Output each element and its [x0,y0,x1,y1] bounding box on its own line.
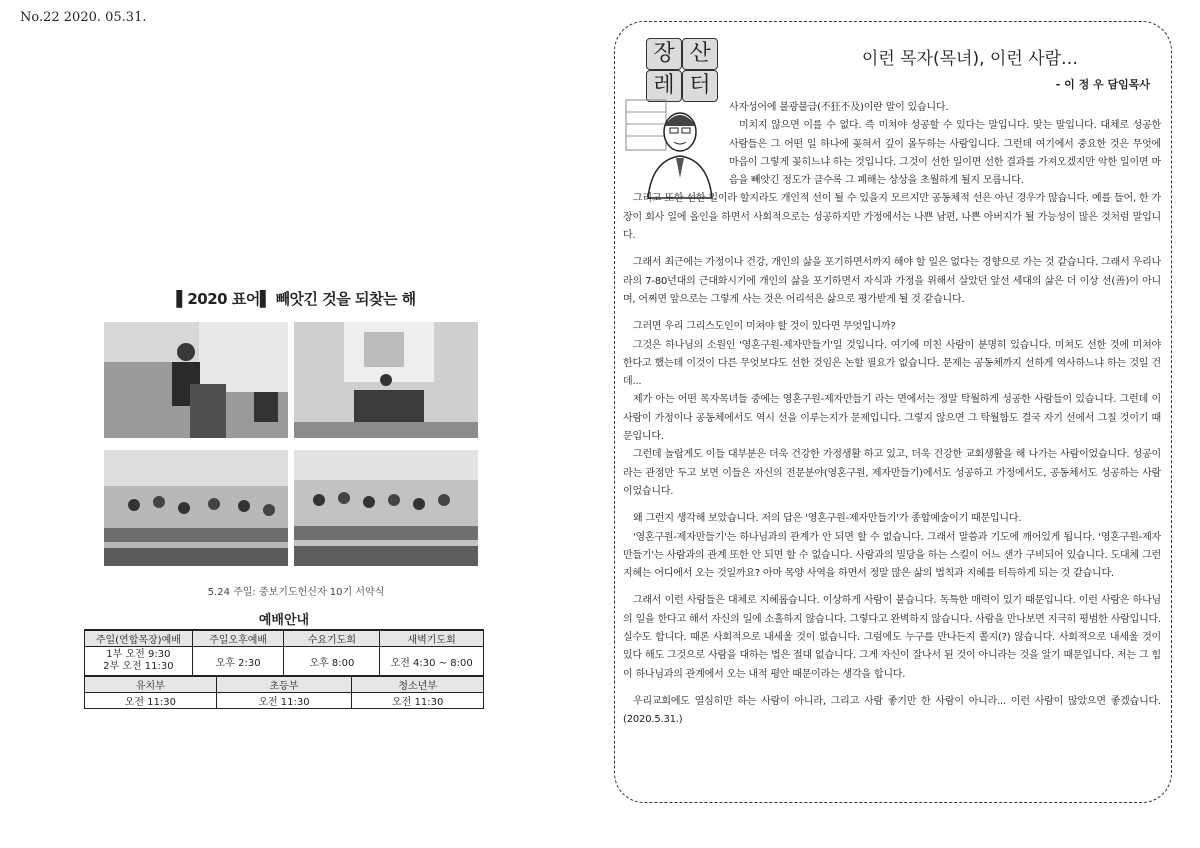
department-table [84,676,484,709]
letter-body [623,99,1161,730]
header-youth: 청소년부 [352,677,484,693]
paragraph-1: 사자성어에 불광불급(不狂不及)이란 말이 있습니다. [729,102,949,113]
worship-schedule [84,609,484,709]
paragraph-4: 그래서 최근에는 가정이나 건강, 개인의 삶을 포기하면서까지 해야 할 일은 없다는 경향으로 가는 것 같습니다. 그래서 우리나라의 7-80년대의 근대화시기에 개인의 삶을 포기하면서 자식과 가정을 위해서 살았던 앞선 세대의 삶은 더 이상 선(善)이 아니며, 어쩌면 앞으로는 그렇게 사는 것은 어리석은 삶으로 평가받게 될 것 같습니다. [623,257,1161,305]
header-sunday-afternoon: 주일오후예배 [192,631,284,647]
dawn-time: 오전 4:30 ~ 8:00 [380,647,484,676]
youth-time: 오전 11:30 [352,693,484,709]
header-sunday-service: 주일(연합목장)예배 [85,631,193,647]
header-kindergarten: 유치부 [85,677,217,693]
paragraph-10: '영혼구원-제자만들기'는 하나님과의 관계가 안 되면 할 수 없습니다. 그래서 말씀과 기도에 깨어있게 됩니다. '영혼구원-제자만들기'는 사람과의 관계 또한 안 되면 할 수 없습니다. 사람과의 밀당을 하는 스킬이 어느 샌가 구비되어 있습니다. 도대체 그런 지혜는 어디에서 오는 것일까요? 아마 목양 사역을 하면서 정말 많은 삶의 법칙과 지혜를 터득하게 되는 것 같습니다. [623,531,1161,580]
kindergarten-time: 오전 11:30 [85,693,217,709]
paragraph-6: 그것은 하나님의 소원인 '영혼구원-제자만들기'일 것입니다. 여기에 미친 사람이 분명히 있습니다. 미쳐도 선한 것에 미쳐야 한다고 했는데 이것이 다른 무엇보다도 선한 것임은 논할 필요가 없습니다. 문제는 공동체까지 선하게 역사하느냐 하는 것일 건데... [623,339,1161,388]
paragraph-2: 미치지 않으면 이를 수 없다. 즉 미쳐야 성공할 수 있다는 말입니다. 맞는 말입니다. 대체로 성공한 사람들은 그 어떤 일 하나에 꽂혀서 깊이 몰두하는 사람입니다. 그런데 여기에서 중요한 것은 무엇에 마음이 그렇게 꽂히느냐 하는 것입니다. 그것이 선한 일이면 선한 결과를 가져오겠지만 악한 일이면 마음을 빼앗긴 정도가 클수록 그 폐해는 상상을 초월하게 될지 모릅니다. [729,120,1161,187]
letter-title: 이런 목자(목녀), 이런 사람… [861,49,1078,69]
paragraph-3: 그리고 또한 선한 일이라 할지라도 개인적 선이 될 수 있을지 모르지만 공동체적 선은 아닌 경우가 많습니다. 예를 들어, 한 가장이 회사 일에 올인을 하면서 사회적으로는 성공하지만 가정에서는 나쁜 남편, 나쁜 아버지가 될 가능성이 많은 것처럼 말입니다. [623,193,1161,242]
letter-headline [620,44,1150,69]
photo-grid [104,322,484,568]
photo-congregation-1 [104,450,288,566]
paragraph-9: 왜 그런지 생각해 보았습니다. 저의 답은 '영혼구원-제자만들기'가 종합예술이기 때문입니다. [633,513,1022,525]
sunday-time-2: 2부 오전 11:30 [103,661,174,672]
wednesday-time: 오후 8:00 [284,647,380,676]
paragraph-5: 그러면 우리 그리스도인이 미쳐야 할 것이 있다면 무엇입니까? [633,321,896,333]
paragraph-11: 그래서 이런 사람들은 대체로 지혜롭습니다. 이상하게 사람이 붙습니다. 독특한 매력이 있기 때문입니다. 이런 사람은 하나님의 일을 한다고 해서 자신의 일에 소홀하지 않습니다. 그렇다고 완벽하지 않습니다. 사람을 만나보면 지극히 평범한 사람입니다. 실수도 합니다. 때론 사회적으로 내세울 것이 없습니다. 그럼에도 누구를 만나든지 쫄지(?) 않습니다. 사회적으로 내세울 것이 있다 해도 그것으로 사람을 대하는 법은 절대 없습니다. 그게 자신이 잘나서 된 것이 아니라는 것을 알기 때문입니다. 저는 그 힘이 하나님과의 관계에서 오는 내적 평안 때문이라는 생각을 합니다. [623,595,1161,680]
afternoon-time: 오후 2:30 [192,647,284,676]
photo-preacher-pulpit [104,322,288,438]
year-motto: ▌2020 표어▌ 빼앗긴 것을 되찾는 해 [176,290,416,308]
issue-number: No.22 2020. 05.31. [20,10,147,25]
paragraph-8: 그런데 놀랍게도 이들 대부분은 더욱 건강한 가정생활 하고 있고, 더욱 건강한 교회생활을 해 나가는 사람이었습니다. 성공이라는 관점만 두고 보면 이들은 자신의 전문분야(영혼구원, 제자만들기)에서도 성공하고 가정에서도, 공동체서도 성공하는 사람이었습니다. [623,449,1161,497]
header-wednesday-prayer: 수요기도회 [284,631,380,647]
badge-char-3: 레 [646,70,682,102]
badge-char-2: 산 [682,38,718,70]
paragraph-12: 우리교회에도 열심히만 하는 사람이 아니라, 그리고 사람 좋기만 한 사람이 아니라... 이런 사람이 많았으면 좋겠습니다.(2020.5.31.) [623,695,1161,726]
badge-char-1: 장 [646,38,682,70]
photo-sanctuary-front [294,322,478,438]
paragraph-7: 제가 아는 어떤 목자목녀들 중에는 영혼구원-제자만들기 라는 면에서는 정말 탁월하게 성공한 사람들이 있습니다. 그런데 이 사람이 가정이나 공동체에서도 역시 선을 이루는지가 문제입니다. 그렇지 않으면 그 탁월함도 결국 자기 선에서 그칠 것이기 때문입니다. [623,394,1161,443]
elementary-time: 오전 11:30 [216,693,352,709]
badge-char-4: 터 [682,70,718,102]
sunday-time-1: 1부 오전 9:30 [106,649,171,660]
photo-caption: 5.24 주일: 중보기도헌신자 10기 서약식 [207,587,385,598]
header-elementary: 초등부 [216,677,352,693]
letter-author: - 이 정 우 담임목사 [1055,78,1150,91]
header-dawn-prayer: 새벽기도회 [380,631,484,647]
worship-title: 예배안내 [84,609,484,630]
worship-table [84,630,484,676]
sunday-times [85,647,193,676]
photo-congregation-2 [294,450,478,566]
